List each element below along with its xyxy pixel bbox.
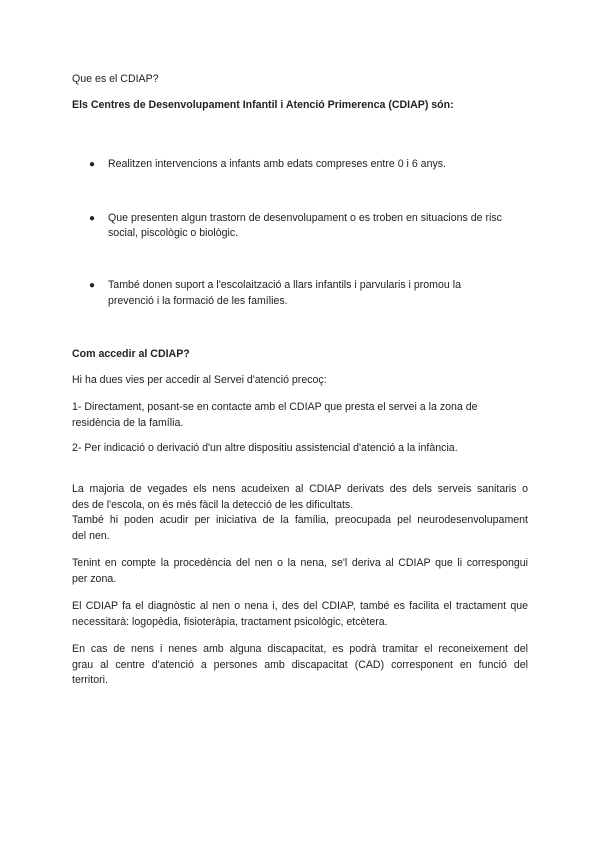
intro-question: Que es el CDIAP?: [72, 73, 159, 85]
paragraph-2-line-1: Tenint en compte la procedència del nen o la nena, se'l deriva al CDIAP que li correspongui: [72, 557, 528, 569]
paragraph-2-line-2: per zona.: [72, 572, 117, 585]
paragraph-4-line-3: territori.: [72, 674, 108, 686]
bullet-icon: ●: [89, 280, 96, 291]
access-option-2-line-1: 2- Per indicació o derivació d'un altre dispositiu assistencial d'atenció a la infància.: [72, 442, 458, 454]
paragraph-diagnosis: [72, 599, 528, 630]
paragraph-4-line-1: En cas de nens i nenes amb alguna discapacitat, es podrà tramitar el reconeixement del: [72, 643, 528, 655]
bullet-item-1-line-1: Realitzen intervencions a infants amb edats compreses entre 0 i 6 anys.: [108, 158, 447, 170]
paragraph-4-line-2: grau al centre d'atenció a persones amb discapacitat (CAD) corresponent en funció del: [72, 658, 528, 671]
access-intro: Hi ha dues vies per accedir al Servei d'atenció precoç:: [72, 374, 327, 386]
access-option-1-line-2: residència de la família.: [72, 417, 184, 429]
bullet-item-3-line-1: També donen suport a l'escolaització a llars infantils i parvularis i promou la: [108, 279, 461, 291]
paragraph-1-line-4: del nen.: [72, 529, 110, 542]
bullet-item-3-line-2: prevenció i la formació de les famílies.: [108, 295, 288, 307]
paragraph-3-line-2: necessitarà: logopèdia, fisioteràpia, tractament psicològic, etcètera.: [72, 615, 388, 628]
access-heading: Com accedir al CDIAP?: [72, 348, 190, 360]
paragraph-1-line-1: La majoria de vegades els nens acudeixen al CDIAP derivats des dels serveis sanitaris o: [72, 483, 528, 495]
paragraph-derivation: [72, 556, 528, 587]
paragraph-1-line-3: També hi poden acudir per iniciativa de la família, preocupada pel neurodesenvolupament: [72, 514, 528, 526]
bullet-item-2-line-2: social, piscològic o biològic.: [108, 227, 239, 239]
bullet-icon: ●: [89, 213, 96, 224]
paragraph-disability: [72, 642, 528, 689]
paragraph-referrals: [72, 482, 528, 544]
paragraph-1-line-2: des de l'escola, on és més fàcil la detecció de les dificultats.: [72, 498, 354, 511]
access-option-1-line-1: 1- Directament, posant-se en contacte amb el CDIAP que presta el servei a la zona de: [72, 401, 478, 413]
paragraph-3-line-1: El CDIAP fa el diagnòstic al nen o nena i, des del CDIAP, també es facilita el tractament que: [72, 600, 528, 612]
definition-heading: Els Centres de Desenvolupament Infantil i Atenció Primerenca (CDIAP) són:: [72, 99, 454, 111]
bullet-item-2-line-1: Que presenten algun trastorn de desenvolupament o es troben en situacions de risc: [108, 212, 502, 224]
bullet-icon: ●: [89, 159, 96, 170]
